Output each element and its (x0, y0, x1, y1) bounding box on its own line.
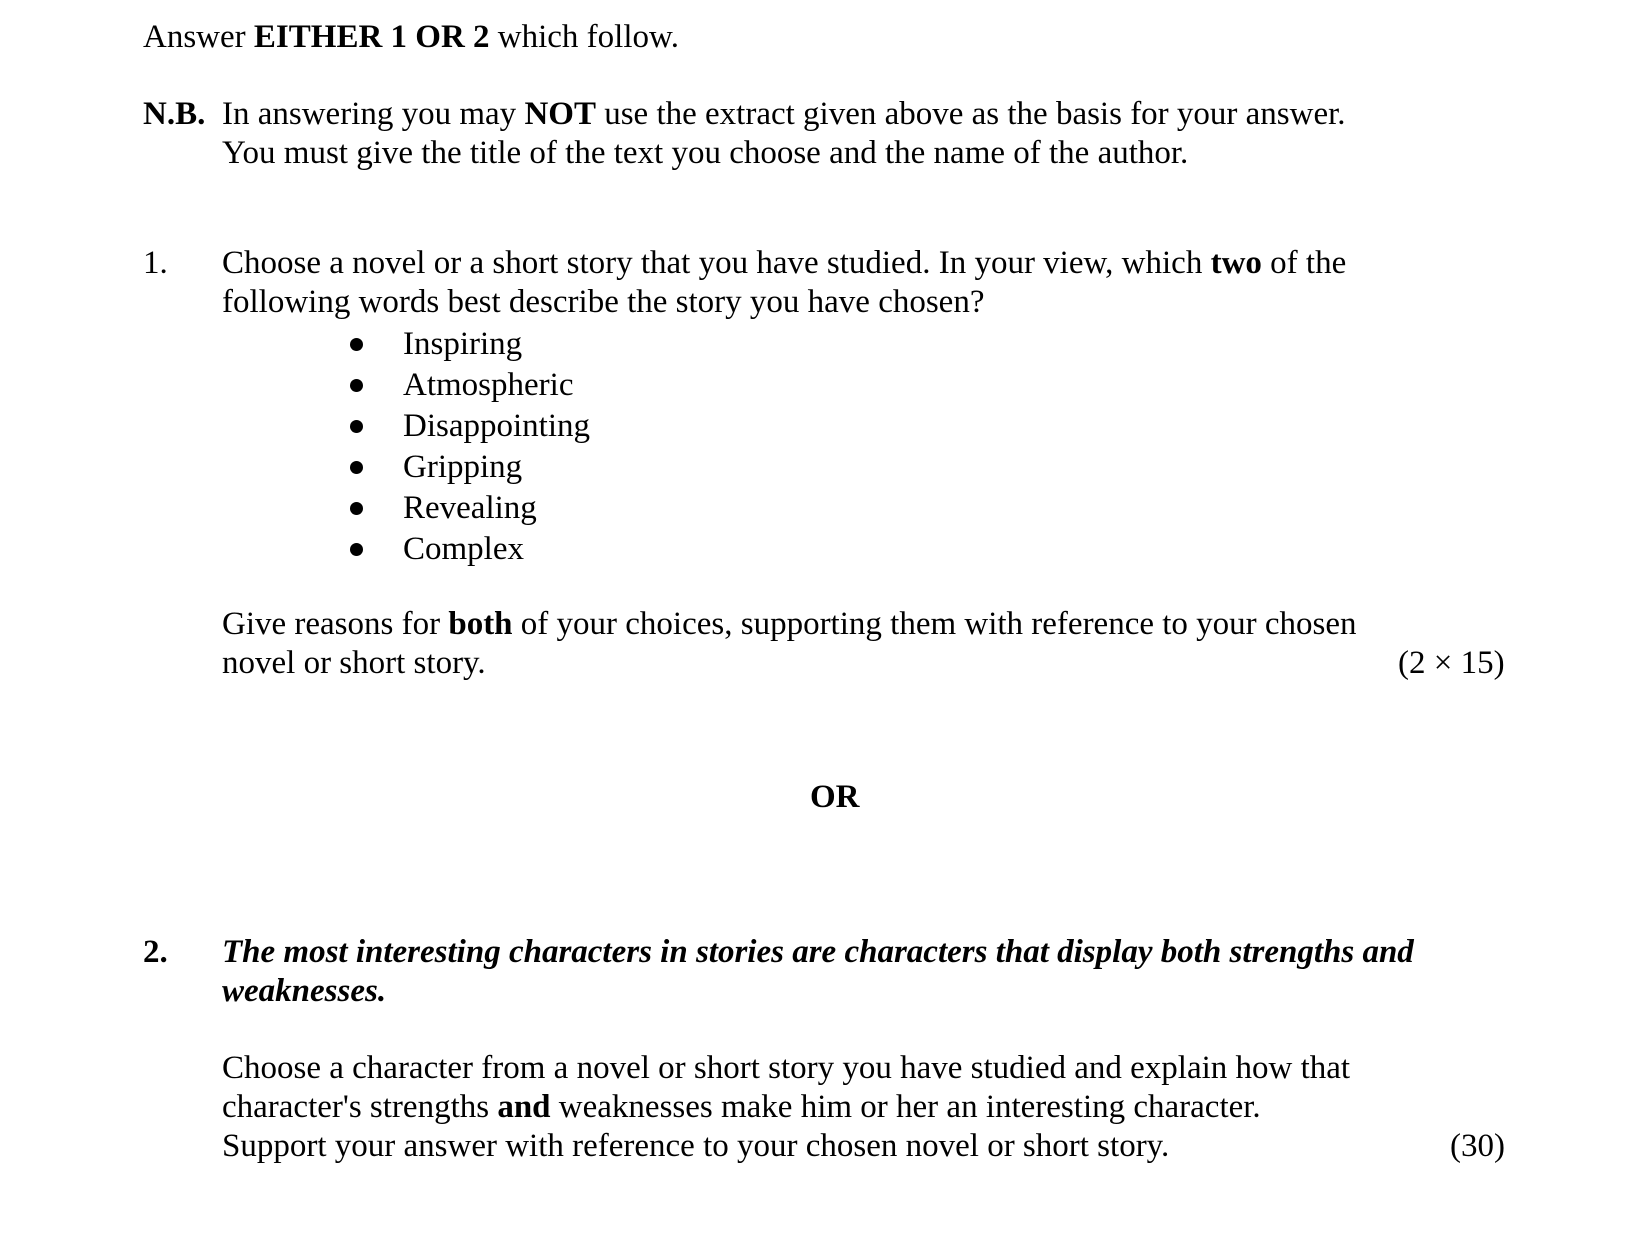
nb-line1-prefix: In answering you may (222, 96, 525, 132)
question-1-reasons-line-2: novel or short story. (222, 645, 486, 681)
bullet-icon (350, 461, 363, 474)
nb-label: N.B. (143, 96, 206, 132)
bullet-icon (350, 543, 363, 556)
q1-line1-suffix: of the (1261, 245, 1347, 281)
bullet-icon (350, 502, 363, 515)
question-1-marks: (2 × 15) (1398, 645, 1505, 681)
nb-line1-bold: NOT (524, 96, 596, 132)
q2-task2-prefix: character's strengths (222, 1089, 498, 1125)
bullet-icon (350, 379, 363, 392)
option-item (350, 447, 590, 488)
q1-line1-prefix: Choose a novel or a short story that you have studied. In your view, which (222, 245, 1211, 281)
q2-task2-suffix: weaknesses make him or her an interesting character. (550, 1089, 1261, 1125)
question-2-task-line-1: Choose a character from a novel or short story you have studied and explain how that (222, 1050, 1351, 1086)
nb-line1-suffix: use the extract given above as the basis for your answer. (595, 96, 1346, 132)
question-1-line-2: following words best describe the story you have chosen? (222, 284, 985, 320)
q1-line1-bold: two (1210, 245, 1262, 281)
question-1-line-1 (222, 244, 1346, 283)
q1-reasons-prefix: Give reasons for (222, 606, 449, 642)
q1-reasons-suffix: of your choices, supporting them with reference to your chosen (512, 606, 1357, 642)
question-2-statement-line-1: The most interesting characters in stories are characters that display both strengths and (222, 934, 1414, 970)
question-2-statement-line-2: weaknesses. (222, 973, 387, 1009)
option-label: Inspiring (403, 326, 523, 362)
nb-line-2: You must give the title of the text you choose and the name of the author. (222, 135, 1189, 171)
option-item (350, 324, 590, 365)
option-item (350, 406, 590, 447)
question-1-options (350, 324, 590, 570)
or-divider: OR (810, 779, 860, 815)
nb-line-1 (222, 95, 1346, 134)
instruction-bold: EITHER 1 OR 2 (253, 19, 490, 55)
bullet-icon (350, 420, 363, 433)
instruction-line (143, 18, 679, 57)
question-2-marks: (30) (1450, 1128, 1505, 1164)
bullet-icon (350, 338, 363, 351)
q1-reasons-bold: both (448, 606, 513, 642)
q2-task2-bold: and (497, 1089, 551, 1125)
instruction-suffix: which follow. (489, 19, 679, 55)
option-item (350, 488, 590, 529)
option-label: Gripping (403, 449, 523, 485)
question-2-task-line-2 (222, 1088, 1261, 1127)
question-1-reasons-line-1 (222, 605, 1357, 644)
option-item (350, 529, 590, 570)
question-1-number: 1. (143, 245, 168, 281)
option-label: Revealing (403, 490, 537, 526)
option-label: Disappointing (403, 408, 590, 444)
question-2-task-line-3: Support your answer with reference to your chosen novel or short story. (222, 1128, 1170, 1164)
option-label: Atmospheric (403, 367, 574, 403)
option-item (350, 365, 590, 406)
question-2-number: 2. (143, 934, 168, 970)
option-label: Complex (403, 531, 524, 567)
instruction-prefix: Answer (143, 19, 254, 55)
